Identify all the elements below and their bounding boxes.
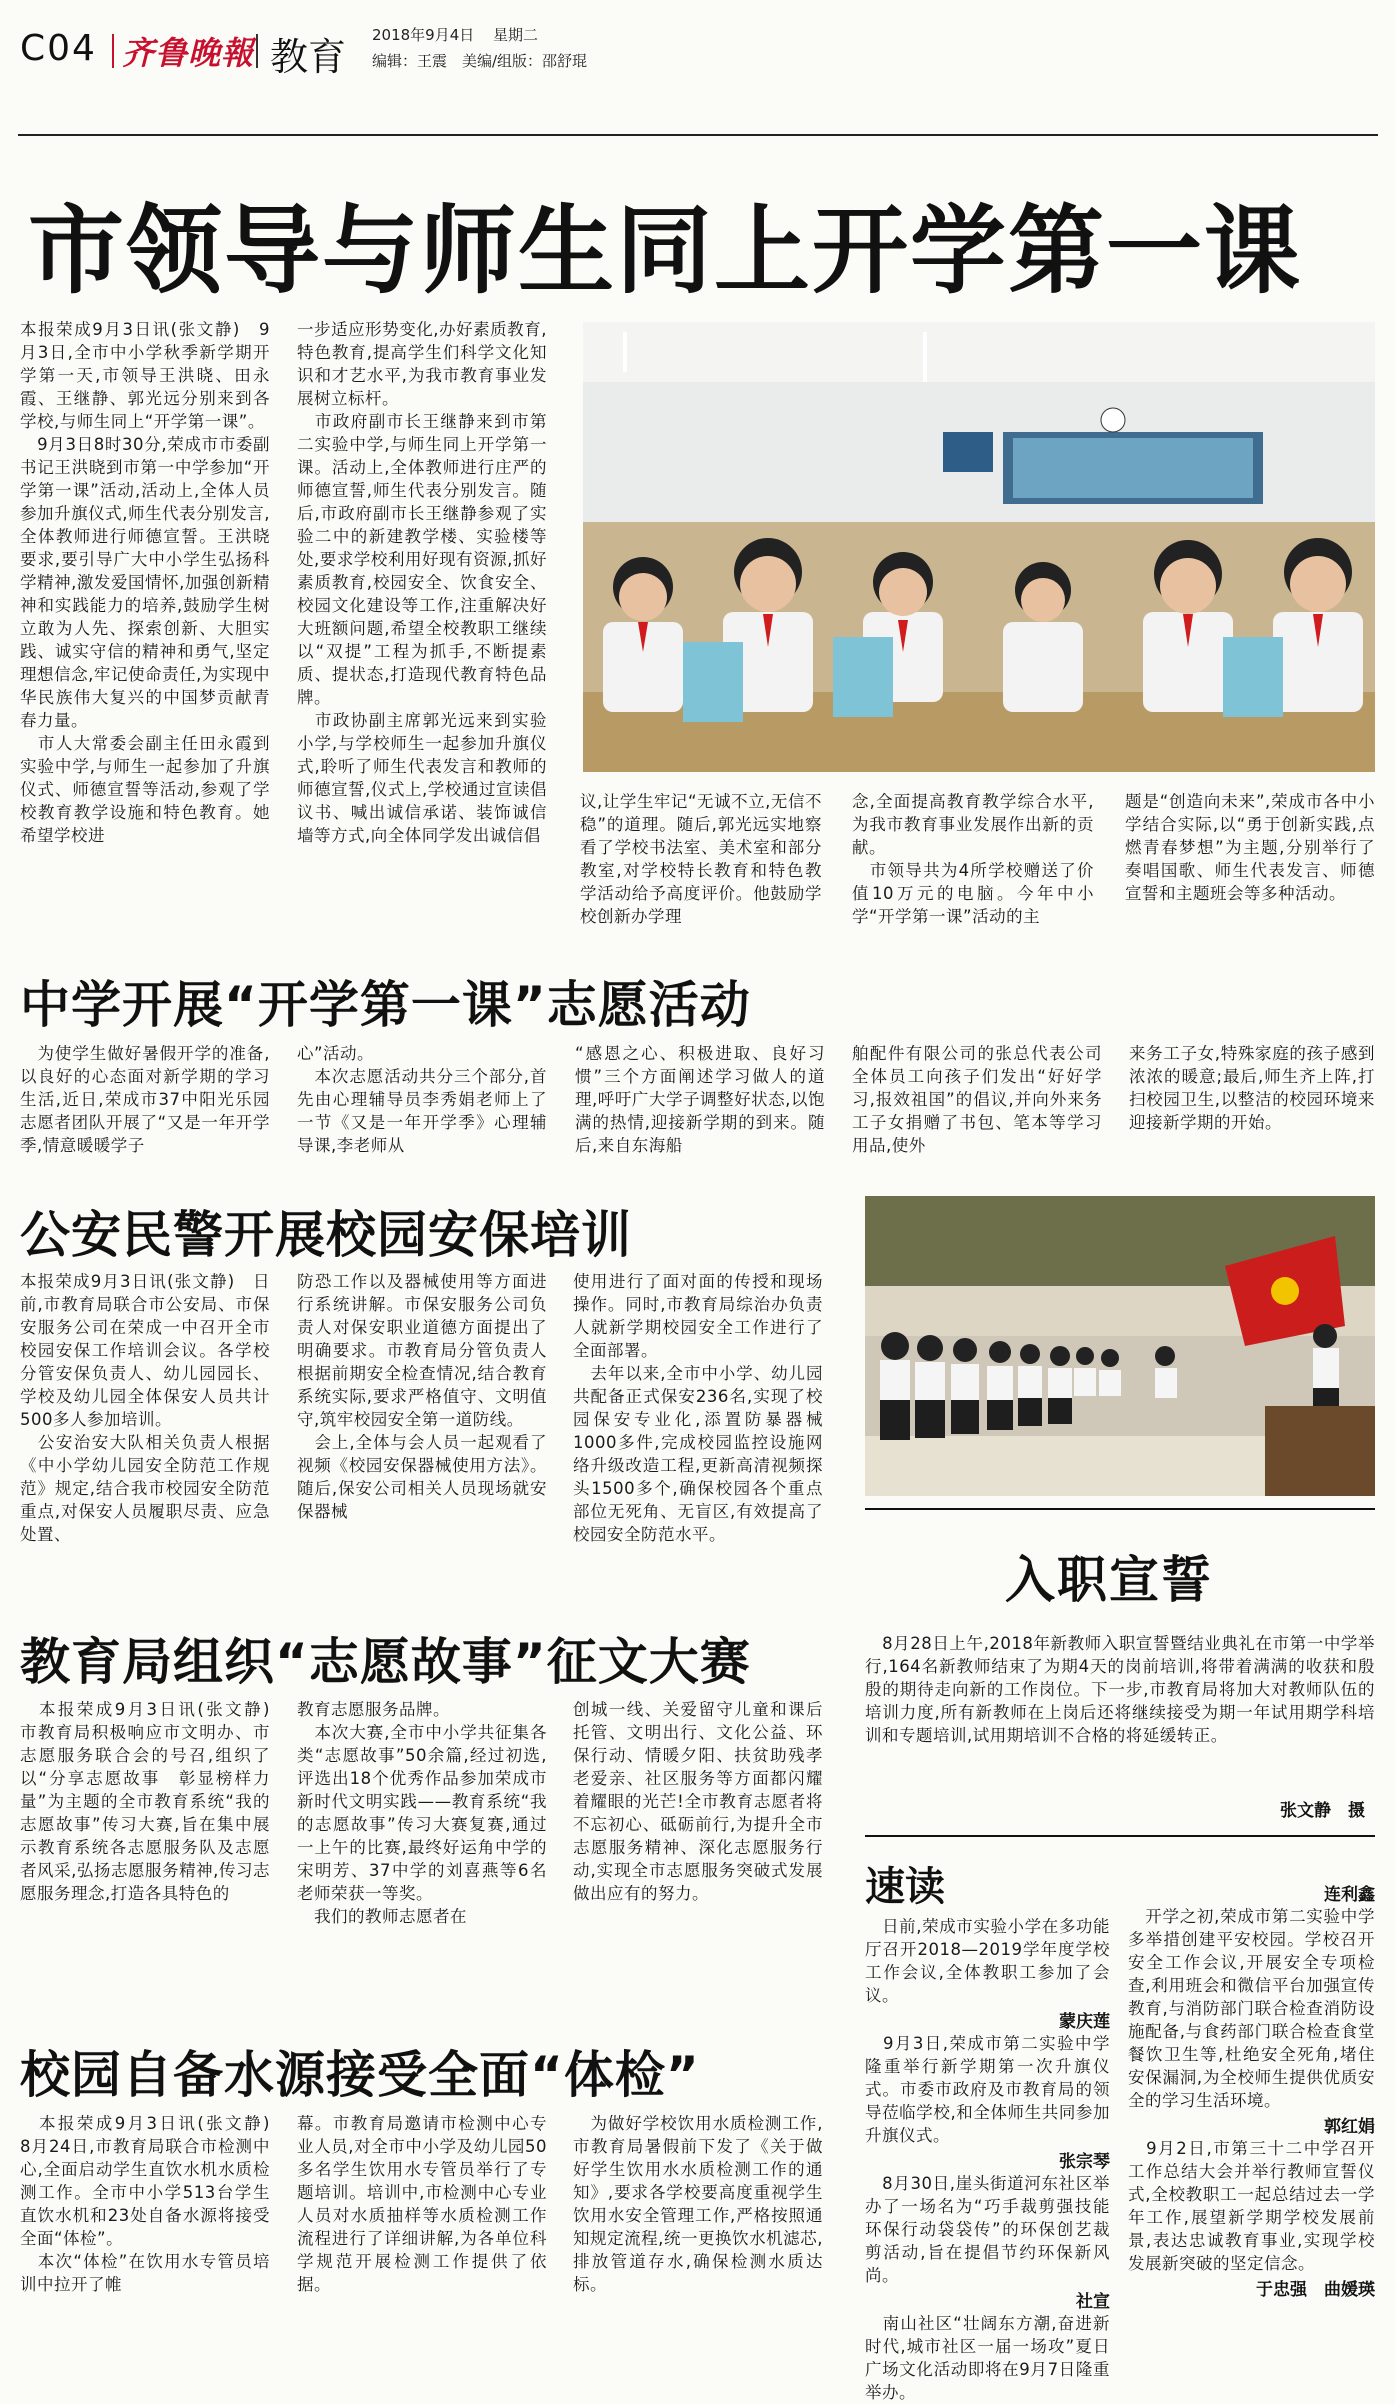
article2-col3: “感恩之心、积极进取、良好习惯”三个方面阐述学习做人的道理,呼吁广大学子调整好状态,以饱满的热情,迎接新学期的到来。随后,来自东海船: [575, 1044, 825, 1155]
article1-col3: 议,让学生牢记“无诚不立,无信不稳”的道理。随后,郭光远实地察看了学校书法室、美术室和部分教室,对学校特长教育和特色教学活动给予高度评价。他鼓励学校创新办学理: [580, 792, 822, 926]
briefs-right-column: [1128, 1880, 1375, 2300]
article3-col1: 本报荣成9月3日讯(张文静) 日前,市教育局联合市公安局、市保安服务公司在荣成一中召开全市校园安保工作培训会议。各学校分管安保负责人、幼儿园园长、学校及幼儿园全体保安人员共计500多人参加培训。 公安治安大队相关负责人根据《中小学幼儿园安全防范工作规范》规定,结合我市校园安全防范重点,对保安人员履职尽责、应急处置、: [20, 1272, 270, 1544]
brief-item-5: 开学之初,荣成市第二实验中学多举措创建平安校园。学校召开安全工作会议,开展安全专项检查,利用班会和微信平台加强宣传教育,与消防部门联合检查消防设施配备,与食药部门联合检查食堂餐饮卫生等,杜绝安全死角,堵住安保漏洞,为全校师生提供优质安全的学习生活环境。: [1128, 1907, 1375, 2110]
article2-col4: 舶配件有限公司的张总代表公司全体员工向孩子们发出“好好学习,报效祖国”的倡议,并向外来务工子女捐赠了书包、笔本等学习用品,使外: [852, 1044, 1102, 1155]
article6-body: 8月28日上午,2018年新教师入职宣誓暨结业典礼在市第一中学举行,164名新教师结束了为期4天的岗前培训,将带着满满的收获和殷殷的期待走向新的工作岗位。下一步,市教育局将加大对教师队伍的培训力度,所有新教师在上岗后还将继续接受为期一年试用期学科培训和专题培训,试用期培训不合格的将延缓转正。: [865, 1634, 1375, 1745]
page-number: C04: [20, 28, 97, 69]
article5-col3: 为做好学校饮用水质检测工作,市教育局暑假前下发了《关于做好学生饮用水水质检测工作的通知》,要求各学校要高度重视学生饮用水安全管理工作,严格按照通知规定流程,统一更换饮水机滤芯,排放管道存水,确保检测水质达标。: [573, 2114, 823, 2294]
article5-col2: 幕。市教育局邀请市检测中心专业人员,对全市中小学及幼儿园50多名学生饮用水专管员举行了专题培训。培训中,市检测中心专业人员对水质抽样等水质检测工作流程进行了详细讲解,为各单位科学规范开展检测工作提供了依据。: [297, 2114, 547, 2294]
headline-security: 公安民警开展校园安保培训: [20, 1206, 632, 1264]
article2-col1: 为使学生做好暑假开学的准备,以良好的心态面对新学期的学习生活,近日,荣成市37中阳光乐园志愿者团队开展了“又是一年开学季,情意暖暖学子: [20, 1044, 270, 1155]
oath-photo: [865, 1196, 1375, 1496]
article4-col2: 教育志愿服务品牌。 本次大赛,全市中小学共征集各类“志愿故事”50余篇,经过初选,评选出18个优秀作品参加荣成市新时代文明实践——教育系统“我的志愿故事”传习大赛复赛,通过一上午的比赛,最终好运角中学的宋明芳、37中学的刘喜燕等6名老师荣获一等奖。 我们的教师志愿者在: [297, 1700, 547, 1926]
article1-col2: 一步适应形势变化,办好素质教育,特色教育,提高学生们科学文化知识和才艺水平,为我市教育事业发展树立标杆。 市政府副市长王继静来到市第二实验中学,与师生同上开学第一课。活动上,全体教师进行庄严的师德宣誓,师生代表分别发言。随后,市政府副市长王继静参观了实验二中的新建教学楼、实验楼等处,要求学校利用好现有资源,抓好素质教育,校园安全、饮食安全、校园文化建设等工作,注重解决好大班额问题,希望全校教职工继续以“双提”工程为抓手,不断提素质、提状态,打造现代教育特色品牌。 市政协副主席郭光远来到实验小学,与学校师生一起参加升旗仪式,聆听了师生代表发言和教师的师德宣誓,仪式上,学校通过宣读倡议书、喊出诚信承诺、装饰诚信墙等方式,向全体同学发出诚信倡: [297, 320, 547, 845]
brief-sig-1: 蒙庆莲: [1059, 2012, 1110, 2032]
headline-essay: 教育局组织“志愿故事”征文大赛: [20, 1633, 751, 1691]
brief-item-6: 9月2日,市第三十二中学召开工作总结大会并举行教师宣誓仪式,全校教职工一起总结过去一学年工作,展望新学期学校发展前景,表达忠诚教育事业,实现学校发展新突破的坚定信念。: [1128, 2139, 1375, 2273]
briefs-title: 速读: [865, 1864, 945, 1910]
brief-sig-5: 郭红娟: [1324, 2117, 1375, 2137]
brief-sig-2: 张宗琴: [1059, 2152, 1110, 2172]
brief-sig-4: 连利鑫: [1324, 1885, 1375, 1905]
article4-col3: 创城一线、关爱留守儿童和课后托管、文明出行、文化公益、环保行动、情暖夕阳、扶贫助残孝老爱亲、社区服务等方面都闪耀着耀眼的光芒!全市教育志愿者将不忘初心、砥砺前行,为提升全市志愿服务精神、深化志愿服务行动,实现全市志愿服务突破式发展做出应有的努力。: [573, 1700, 823, 1903]
article1-col5: 题是“创造向未来”,荣成市各中小学结合实际,以“勇于创新实践,点燃青春梦想”为主题,分别举行了奏唱国歌、师生代表发言、师德宣誓和主题班会等多种活动。: [1125, 792, 1375, 903]
classroom-photo: [583, 322, 1375, 772]
article1-col1: 本报荣成9月3日讯(张文静) 9月3日,全市中小学秋季新学期开学第一天,市领导王洪晓、田永霞、王继静、郭光远分别来到各学校,与师生同上“开学第一课”。 9月3日8时30分,荣成市市委副书记王洪晓到市第一中学参加“开学第一课”活动,活动上,全体人员参加升旗仪式,师生代表分别发言,全体教师进行师德宣誓。王洪晓要求,要引导广大中小学生弘扬科学精神,激发爱国情怀,加强创新精神和实践能力的培养,鼓励学生树立敢为人先、探索创新、大胆实践、诚实守信的精神和勇气,坚定理想信念,牢记使命责任,为实现中华民族伟大复兴的中国梦贡献青春力量。 市人大常委会副主任田永霞到实验中学,与师生一起参加了升旗仪式、师德宣誓等活动,参观了学校教育教学设施和特色教育。她希望学校进: [20, 320, 270, 845]
headline-oath: 入职宣誓: [1005, 1551, 1213, 1609]
brief-sig-3: 社宣: [1076, 2292, 1110, 2312]
issue-date: [372, 24, 538, 45]
brief-sig-6: 于忠强 曲媛瑛: [1256, 2280, 1375, 2300]
headline-water: 校园自备水源接受全面“体检”: [20, 2046, 700, 2104]
article1-col4: 念,全面提高教育教学综合水平,为我市教育事业发展作出新的贡献。 市领导共为4所学校赠送了价值10万元的电脑。今年中小学“开学第一课”活动的主: [852, 792, 1094, 926]
headline-main: 市领导与师生同上开学第一课: [28, 195, 1302, 307]
headline-volunteer: 中学开展“开学第一课”志愿活动: [20, 976, 751, 1034]
article6-credit: 张文静 摄: [1280, 1801, 1365, 1821]
brief-item-1: 日前,荣成市实验小学在多功能厅召开2018—2019学年度学校工作会议,全体教职工参加了会议。: [865, 1917, 1110, 2005]
article5-col1: 本报荣成9月3日讯(张文静) 8月24日,市教育局联合市检测中心,全面启动学生直饮水机水质检测工作。全市中小学513台学生直饮水机和23处自备水源将接受全面“体检”。 本次“体检”在饮用水专管员培训中拉开了帷: [20, 2114, 270, 2294]
paper-logo: 齐鲁晚報: [122, 34, 255, 72]
briefs-left-column: [865, 1915, 1127, 2404]
article3-col3: 使用进行了面对面的传授和现场操作。同时,市教育局综治办负责人就新学期校园安全工作进行了全面部署。 去年以来,全市中小学、幼儿园共配备正式保安236名,实现了校园保安专业化,添置防暴器械1000多件,完成校园监控设施网络升级改造工程,更新高清视频探头1500多个,确保校园各个重点部位无死角、无盲区,有效提高了校园安全防范水平。: [573, 1272, 823, 1544]
oath-photo-image: [865, 1196, 1375, 1496]
brief-item-4: 南山社区“壮阔东方潮,奋进新时代,城市社区一届一场攻”夏日广场文化活动即将在9月7日隆重举办。: [865, 2314, 1110, 2402]
oath-rule: [865, 1508, 1375, 1510]
article4-col1: 本报荣成9月3日讯(张文静) 市教育局积极响应市文明办、市志愿服务联合会的号召,组织了以“分享志愿故事 彰显榜样力量”为主题的全市教育系统“我的志愿故事”传习大赛,旨在集中展示教育系统各志愿服务队及志愿者风采,弘扬志愿服务精神,传习志愿服务理念,打造各具特色的: [20, 1700, 287, 1903]
article2-col2: 心”活动。 本次志愿活动共分三个部分,首先由心理辅导员李秀娟老师上了一节《又是一年开学季》心理辅导课,李老师从: [297, 1044, 547, 1155]
section-name: 教育: [270, 35, 347, 79]
brief-item-2: 9月3日,荣成市第二实验中学隆重举行新学期第一次升旗仪式。市委市政府及市教育局的领导莅临学校,和全体师生共同参加升旗仪式。: [865, 2034, 1110, 2145]
editor-credits: 编辑：王震 美编/组版：邵舒琨: [372, 52, 588, 70]
article2-col5: 来务工子女,特殊家庭的孩子感到浓浓的暖意;最后,师生齐上阵,打扫校园卫生,以整洁的校园环境来迎接新学期的开始。: [1129, 1044, 1375, 1132]
page-header: [0, 0, 1395, 120]
classroom-photo-image: [583, 322, 1375, 772]
weekday-text: 星期二: [493, 26, 539, 44]
header-rule: [18, 134, 1378, 136]
date-text: 2018年9月4日: [372, 26, 475, 44]
brief-item-3: 8月30日,崖头街道河东社区举办了一场名为“巧手裁剪强技能 环保行动袋袋传”的环保创艺裁剪活动,旨在提倡节约环保新风尚。: [865, 2174, 1127, 2285]
briefs-rule: [865, 1835, 1375, 1837]
article3-col2: 防恐工作以及器械使用等方面进行系统讲解。市保安服务公司负责人对保安职业道德方面提出了明确要求。市教育局分管负责人根据前期安全检查情况,结合教育系统实际,要求严格值守、文明值守,筑牢校园安全第一道防线。 会上,全体与会人员一起观看了视频《校园安保器械使用方法》。随后,保安公司相关人员现场就安保器械: [297, 1272, 547, 1521]
